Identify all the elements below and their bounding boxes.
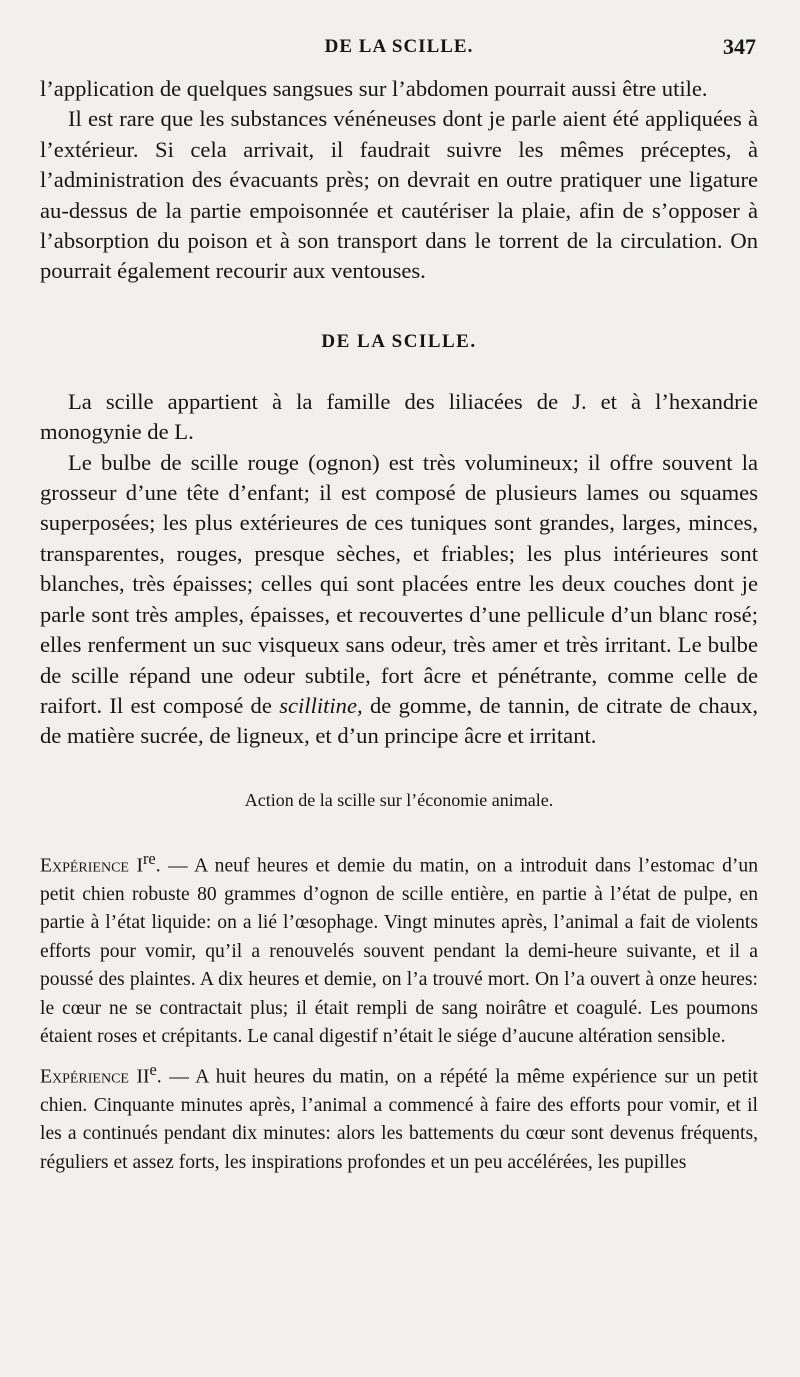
paragraph-scille-bulb	[40, 448, 758, 752]
experience-1-numeral: I	[136, 855, 143, 877]
experience-1-label: Expérience	[40, 855, 129, 877]
sub-heading: Action de la scille sur l’économie animale.	[244, 789, 554, 810]
bulb-description-text: Le bulbe de scille rouge (ognon) est très volumineux; il offre souvent la grosseur d’une tête d’enfant; il est composé de plusieurs lames ou squames superposées; les plus extérieures de ces tuniques sont grandes, larges, minces, transparentes, rouges, presque sèches, et friables; les plus intérieures sont blanches, très épaisses; celles qui sont placées entre les deux couches dont je parle sont très amples, épaisses, et recouvertes d’une pellicule d’un blanc rosé; elles renferment un suc visqueux sans odeur, très amer et très irritant. Le bulbe de scille répand une odeur subtile, fort âcre et pénétrante, comme celle de raifort. Il est composé de	[40, 449, 758, 718]
main-text	[40, 74, 758, 752]
section-title: DE LA SCILLE.	[321, 330, 477, 352]
bulb-composition-end: de gomme, de tannin, de citrate de chaux, de matière sucrée, de ligneux, et d’un principe âcre et irritant.	[40, 692, 758, 749]
paragraph-scille-family: La scille appartient à la famille des liliacées de J. et à l’hexandrie monogynie de L.	[40, 388, 758, 445]
experience-2-suffix: e	[149, 1059, 157, 1079]
running-head	[40, 36, 758, 74]
running-head-title: DE LA SCILLE.	[324, 36, 474, 57]
paragraph-external-application: Il est rare que les substances vénéneuses dont je parle aient été appliquées à l’extérieur. Si cela arrivait, il faudrait suivre les mêmes préceptes, à l’administration des évacuants près; on devrait en outre pratiquer une ligature au-dessus de la partie empoisonnée et cautériser la plaie, afin de s’opposer à l’absorption du poison et à son transport dans le torrent de la circulation. On pourrait également recourir aux ventouses.	[40, 106, 758, 284]
scillitine-term: scillitine,	[279, 692, 363, 718]
experience-2	[40, 1056, 758, 1178]
experiments-text	[40, 845, 758, 1178]
experience-1-suffix: re	[143, 848, 156, 868]
experience-2-text: . — A huit heures du matin, on a répété la même expérience sur un petit chien. Cinquante minutes après, l’animal a commencé à faire des efforts pour vomir, et il les a continués pendant dix minutes: alors les battements du cœur sont devenus fréquents, réguliers et assez forts, les inspirations profondes et un peu accélérées, les pupilles	[40, 1066, 758, 1173]
experience-2-numeral: II	[136, 1066, 150, 1088]
experience-1	[40, 845, 758, 1052]
paragraph-continuation: l’application de quelques sangsues sur l’abdomen pourrait aussi être utile.	[40, 76, 708, 101]
experience-1-text: . — A neuf heures et demie du matin, on a introduit dans l’estomac d’un petit chien robuste 80 grammes d’ognon de scille entière, en partie à l’état de pulpe, en partie à l’état liquide: on a lié l’œsophage. Vingt minutes après, l’animal a fait de violents efforts pour vomir, qu’il a renouvelés souvent pendant la demi-heure suivante, et il a poussé des plaintes. A dix heures et demie, on l’a trouvé mort. On l’a ouvert à onze heures: le cœur ne se contractait plus; il était rempli de sang noirâtre et coagulé. Les poumons étaient roses et crépitants. Le canal digestif n’était le siége d’aucune altération sensible.	[40, 855, 758, 1048]
page-number: 347	[723, 34, 756, 59]
experience-2-label: Expérience	[40, 1066, 129, 1088]
